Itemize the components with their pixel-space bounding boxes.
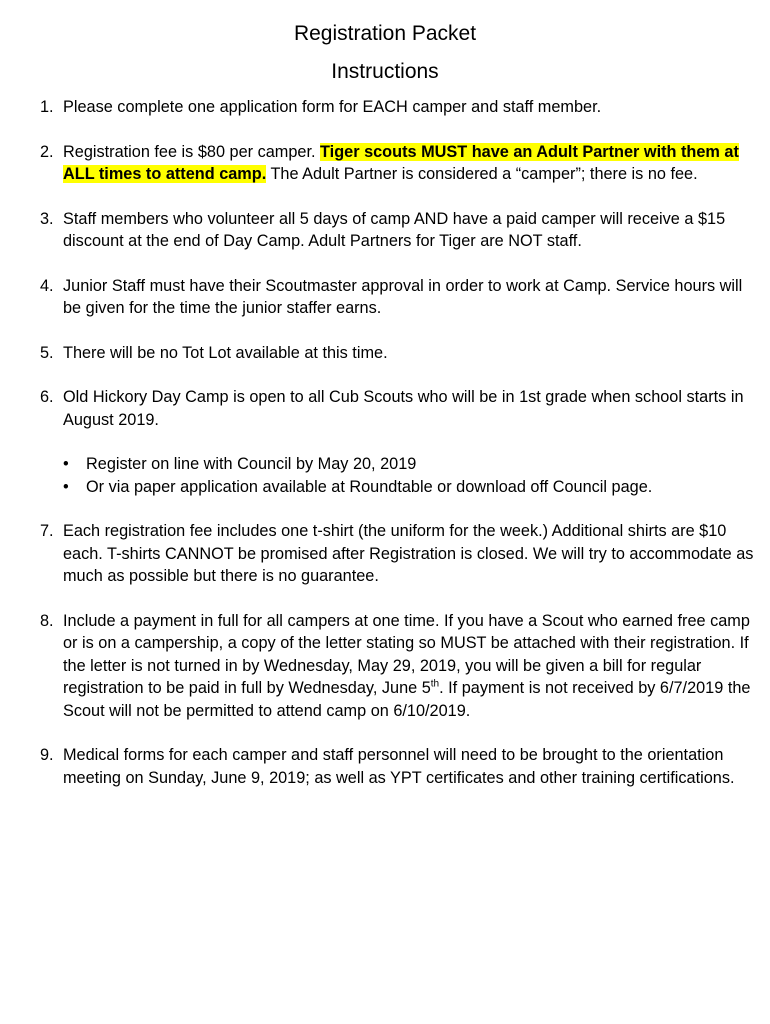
item-text: Each registration fee includes one t-shirt (the uniform for the week.) Additional shirts are $10 each. T-shirts CANNOT be promised after Registration is closed. We will try to accommodate as much as possible but there is no guarantee. xyxy=(63,522,754,585)
item-number: 7. xyxy=(40,522,54,540)
bullet-list xyxy=(63,453,760,498)
item-number: 2. xyxy=(40,142,54,161)
item-number: 1. xyxy=(40,98,54,116)
item-number: 6. xyxy=(40,388,54,406)
item-text: Old Hickory Day Camp is open to all Cub Scouts who will be in 1st grade when school starts in August 2019. xyxy=(63,388,744,429)
bullet-text: Register on line with Council by May 20, 2019 xyxy=(86,455,417,473)
item-text: . If payment is not received by 6/7/2019 the Scout will not be permitted to attend camp on 6/10/2019. xyxy=(63,679,751,720)
list-item xyxy=(40,342,760,365)
item-text: Medical forms for each camper and staff personnel will need to be brought to the orientation meeting on Sunday, June 9, 2019; as well as YPT certificates and other training certifications. xyxy=(63,746,735,787)
item-text: Registration fee is $80 per camper. xyxy=(63,142,321,161)
document-title: Registration Packet xyxy=(293,22,477,45)
item-number: 5. xyxy=(40,343,54,362)
instructions-list xyxy=(40,96,760,811)
item-text: There will be no Tot Lot available at this time. xyxy=(63,343,388,362)
item-text: Staff members who volunteer all 5 days of camp AND have a paid camper will receive a $15 discount at the end of Day Camp. Adult Partners for Tiger are NOT staff. xyxy=(63,209,726,250)
list-item xyxy=(40,610,760,723)
bullet-icon: • xyxy=(63,455,69,473)
document-subtitle: Instructions xyxy=(331,60,439,83)
list-item xyxy=(40,275,760,320)
list-item xyxy=(40,141,760,186)
list-item xyxy=(40,96,760,119)
list-item xyxy=(40,520,760,588)
item-text: Junior Staff must have their Scoutmaster approval in order to work at Camp. Service hours will be given for the time the junior staffer earns. xyxy=(63,276,743,317)
bullet-text: Or via paper application available at Roundtable or download off Council page. xyxy=(86,477,653,496)
bullet-icon: • xyxy=(63,477,69,496)
superscript-text: th xyxy=(430,678,440,690)
bullet-item xyxy=(63,476,760,499)
list-item xyxy=(40,208,760,253)
item-number: 3. xyxy=(40,209,54,228)
item-text: Please complete one application form for EACH camper and staff member. xyxy=(63,98,602,116)
item-number: 9. xyxy=(40,746,54,764)
item-text: Include a payment in full for all campers at one time. If you have a Scout who earned free camp or is on a campership, a copy of the letter stating so MUST be attached with their registration. If the letter is not turned in by Wednesday, May 29, 2019, you will be given a bill for regular registration to be paid in full by Wednesday, June 5 xyxy=(63,611,750,697)
item-text: The Adult Partner is considered a “camper”; there is no fee. xyxy=(266,165,698,183)
list-item xyxy=(40,744,760,789)
bullet-item xyxy=(63,453,760,476)
highlighted-text: Tiger scouts MUST have an Adult Partner with them at ALL times to attend camp. xyxy=(63,142,739,183)
list-item xyxy=(40,386,760,498)
item-number: 4. xyxy=(40,276,54,295)
item-number: 8. xyxy=(40,611,54,630)
